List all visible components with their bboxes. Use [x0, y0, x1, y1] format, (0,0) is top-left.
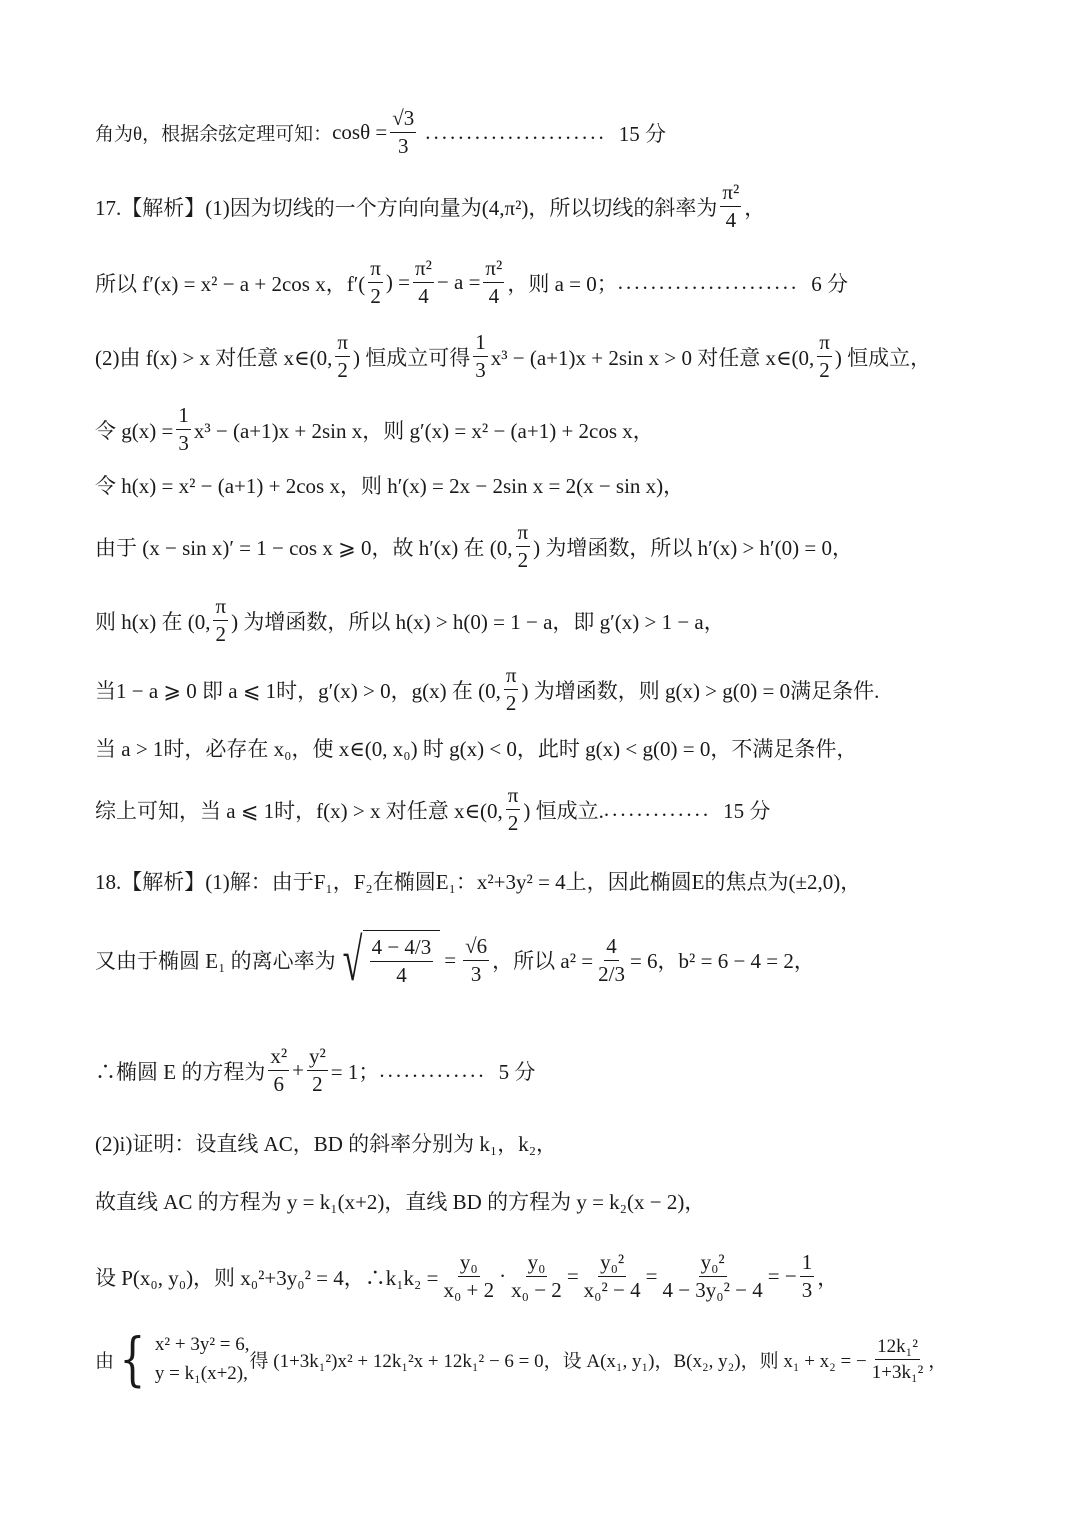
den: 2 — [337, 358, 348, 382]
text: 所以 f′(x) = x² − a + 2cos x，f′( — [95, 271, 366, 296]
text: = 1； — [330, 1059, 380, 1084]
den: 4 — [725, 208, 737, 232]
num: π — [335, 332, 350, 357]
comma: ， — [744, 195, 766, 220]
num: π² — [720, 182, 741, 207]
text: 由于 (x − sin x)′ = 1 − cos x ⩾ 0，故 h′(x) 在 (0, — [95, 535, 513, 560]
den: 2 — [215, 622, 227, 646]
leader-dots: ............. — [603, 797, 712, 821]
num: π — [504, 665, 519, 690]
text: ) 为增函数，所以 h′(x) > h′(0) = 0， — [533, 535, 853, 560]
num: y₀ — [526, 1252, 548, 1277]
text: = — [444, 947, 457, 972]
num: 1 — [800, 1252, 815, 1277]
text: (2)由 f(x) > x 对任意 x∈(0, — [95, 345, 333, 370]
den: 4 — [488, 284, 500, 308]
num: 4 — [604, 936, 619, 961]
leader-dots: ............. — [379, 1058, 487, 1082]
den: 3 — [801, 1278, 813, 1302]
line-17-head — [95, 182, 765, 231]
text: 令 g(x) = — [95, 418, 174, 443]
text: (2)i)证明：设直线 AC，BD 的斜率分别为 k₁，k₂， — [95, 1132, 558, 1156]
sys-line: x² + 3y² = 6, — [154, 1334, 250, 1355]
line-k1k2 — [95, 1252, 838, 1301]
text: = − — [767, 1264, 797, 1288]
text: = — [566, 1264, 579, 1288]
text: ) = — [385, 270, 410, 294]
num: x² — [268, 1046, 289, 1071]
line-ellipse-eq — [95, 1046, 535, 1095]
den: 2 — [517, 548, 529, 572]
radicand — [363, 930, 441, 990]
text: ) 恒成立. — [523, 798, 604, 823]
text: 综上可知，当 a ⩽ 1时，f(x) > x 对任意 x∈(0, — [95, 798, 503, 823]
num: 1 — [176, 405, 191, 430]
num: π² — [413, 258, 434, 283]
text: ，所以 a² = — [492, 949, 594, 973]
text: ) 恒成立可得 — [352, 345, 471, 370]
fraction — [368, 258, 383, 307]
den: 3 — [178, 431, 189, 455]
text: · — [499, 1264, 507, 1288]
fraction — [307, 1046, 328, 1095]
den: x₀² − 4 — [583, 1278, 641, 1302]
fraction — [483, 258, 504, 307]
text: = — [645, 1264, 658, 1288]
text: ) 为增函数，所以 h(x) > h(0) = 1 − a，即 g′(x) > 1 − a， — [231, 609, 725, 634]
score: 5 分 — [498, 1059, 536, 1084]
leader-dots: ...................... — [617, 270, 800, 294]
den: 2/3 — [598, 961, 625, 986]
fraction — [268, 1046, 289, 1095]
den: 3 — [398, 134, 409, 158]
line-part2 — [95, 332, 931, 381]
line-cos-theta — [95, 108, 666, 157]
text: ， — [817, 1265, 839, 1290]
line-g-def — [95, 405, 654, 454]
fraction — [413, 258, 434, 307]
num: π — [213, 596, 228, 621]
line-case-1 — [95, 665, 879, 714]
fraction — [720, 182, 741, 231]
score: 15 分 — [618, 121, 667, 146]
num: π — [506, 785, 521, 810]
text: ) 恒成立， — [834, 345, 932, 370]
line-h-increasing — [95, 522, 853, 571]
text: 故直线 AC 的方程为 y = k₁(x+2)，直线 BD 的方程为 y = k₂(x − 2)， — [95, 1190, 706, 1214]
line-derivative — [95, 258, 848, 307]
line-h-def — [95, 470, 684, 500]
num: √6 — [463, 936, 489, 961]
den: 3 — [475, 358, 486, 382]
den: 4 — [418, 284, 429, 308]
radical-sign: √ — [342, 927, 363, 993]
text: 得 (1+3k₁²)x² + 12k₁²x + 12k₁² − 6 = 0，设 A(x₁, y₁)，B(x₂, y₂)，则 x₁ + x₂ = − — [249, 1350, 867, 1372]
fraction — [817, 332, 832, 381]
fraction — [176, 405, 191, 454]
fraction — [516, 522, 531, 571]
text: ∴椭圆 E 的方程为 — [95, 1059, 266, 1084]
text: ) 为增函数，则 g(x) > g(0) = 0满足条件. — [521, 678, 880, 703]
math: cosθ = — [332, 120, 388, 144]
text: 17.【解析】(1)因为切线的一个方向向量为(4,π²)，所以切线的斜率为 — [95, 195, 718, 220]
text: + — [292, 1058, 304, 1082]
line-eccentricity — [95, 927, 815, 993]
fraction — [390, 108, 416, 157]
sys-line: y = k₁(x+2), — [154, 1363, 248, 1385]
den: x₀ + 2 — [443, 1278, 495, 1302]
system-lines — [155, 1330, 250, 1389]
line-18-head — [95, 866, 861, 896]
score: 15 分 — [723, 798, 771, 823]
text: 又由于椭圆 E₁ 的离心率为 — [95, 949, 336, 973]
fraction — [473, 332, 488, 381]
text: 令 h(x) = x² − (a+1) + 2cos x，则 h′(x) = 2x − 2sin x = 2(x − sin x)， — [95, 474, 685, 498]
line-case-2 — [95, 733, 857, 763]
sqrt — [336, 927, 441, 993]
text: x³ − (a+1)x + 2sin x，则 g′(x) = x² − (a+1) + 2cos x， — [193, 418, 654, 443]
text: = 6，b² = 6 − 4 = 2， — [629, 949, 815, 973]
score: 6 分 — [811, 271, 848, 296]
text: 由 — [95, 1350, 115, 1372]
den: x₀ − 2 — [511, 1278, 562, 1302]
num: 1 — [473, 332, 488, 357]
text: ，则 a = 0； — [507, 271, 618, 296]
fraction — [441, 1252, 496, 1301]
den: 4 − 3y₀² − 4 — [662, 1278, 763, 1302]
text: x³ − (a+1)x + 2sin x > 0 对任意 x∈(0, — [490, 345, 815, 370]
num: y₀² — [598, 1252, 626, 1277]
fraction — [463, 933, 489, 986]
text: ， — [928, 1350, 948, 1372]
num: y₀² — [699, 1252, 727, 1277]
den: 2 — [312, 1072, 323, 1096]
den: 4 — [396, 963, 407, 987]
line-lines-eq — [95, 1186, 705, 1216]
fraction — [596, 933, 627, 986]
text: 设 P(x₀, y₀)，则 x₀²+3y₀² = 4，∴k₁k₂ = — [95, 1265, 439, 1290]
text: 18.【解析】(1)解：由于F₁，F₂在椭圆E₁：x²+3y² = 4上，因此椭圆E的焦点为(±2,0)， — [95, 870, 862, 894]
den: 2 — [507, 811, 519, 835]
num: π — [516, 522, 531, 547]
num: y₀ — [458, 1252, 480, 1277]
fraction — [213, 596, 228, 645]
den: 2 — [819, 358, 830, 382]
fraction — [509, 1252, 564, 1301]
num: π — [368, 258, 383, 283]
line-proof — [95, 1128, 557, 1158]
text: 则 h(x) 在 (0, — [95, 609, 211, 634]
text: 当1 − a ⩾ 0 即 a ⩽ 1时，g′(x) > 0，g(x) 在 (0, — [95, 678, 501, 703]
leader-dots: ...................... — [425, 120, 607, 144]
fraction — [504, 665, 519, 714]
den: 3 — [470, 961, 482, 986]
fraction — [660, 1252, 764, 1301]
text: 角为θ，根据余弦定理可知： — [95, 124, 333, 145]
num: π — [817, 332, 832, 357]
den: 1+3k₁² — [871, 1361, 924, 1383]
num: √3 — [390, 108, 416, 133]
fraction — [335, 332, 350, 381]
den: 6 — [273, 1072, 284, 1096]
fraction — [870, 1337, 926, 1382]
fraction — [506, 785, 521, 834]
fraction — [370, 937, 434, 986]
line-conclusion — [95, 785, 770, 834]
num: 12k₁² — [875, 1337, 920, 1360]
line-h-gt — [95, 596, 725, 645]
text: 当 a > 1时，必存在 x₀，使 x∈(0, x₀) 时 g(x) < 0，此时 g(x) < g(0) = 0，不满足条件， — [95, 737, 858, 761]
brace: { — [119, 1325, 146, 1394]
text: − a = — [436, 270, 481, 294]
fraction — [582, 1252, 643, 1301]
num: π² — [483, 258, 504, 283]
fraction — [800, 1252, 815, 1301]
den: 2 — [505, 691, 517, 715]
num: y² — [307, 1046, 328, 1071]
den: 2 — [370, 284, 381, 308]
line-system — [95, 1325, 948, 1394]
num: 4 − 4/3 — [370, 937, 434, 962]
equation-system — [114, 1325, 250, 1394]
